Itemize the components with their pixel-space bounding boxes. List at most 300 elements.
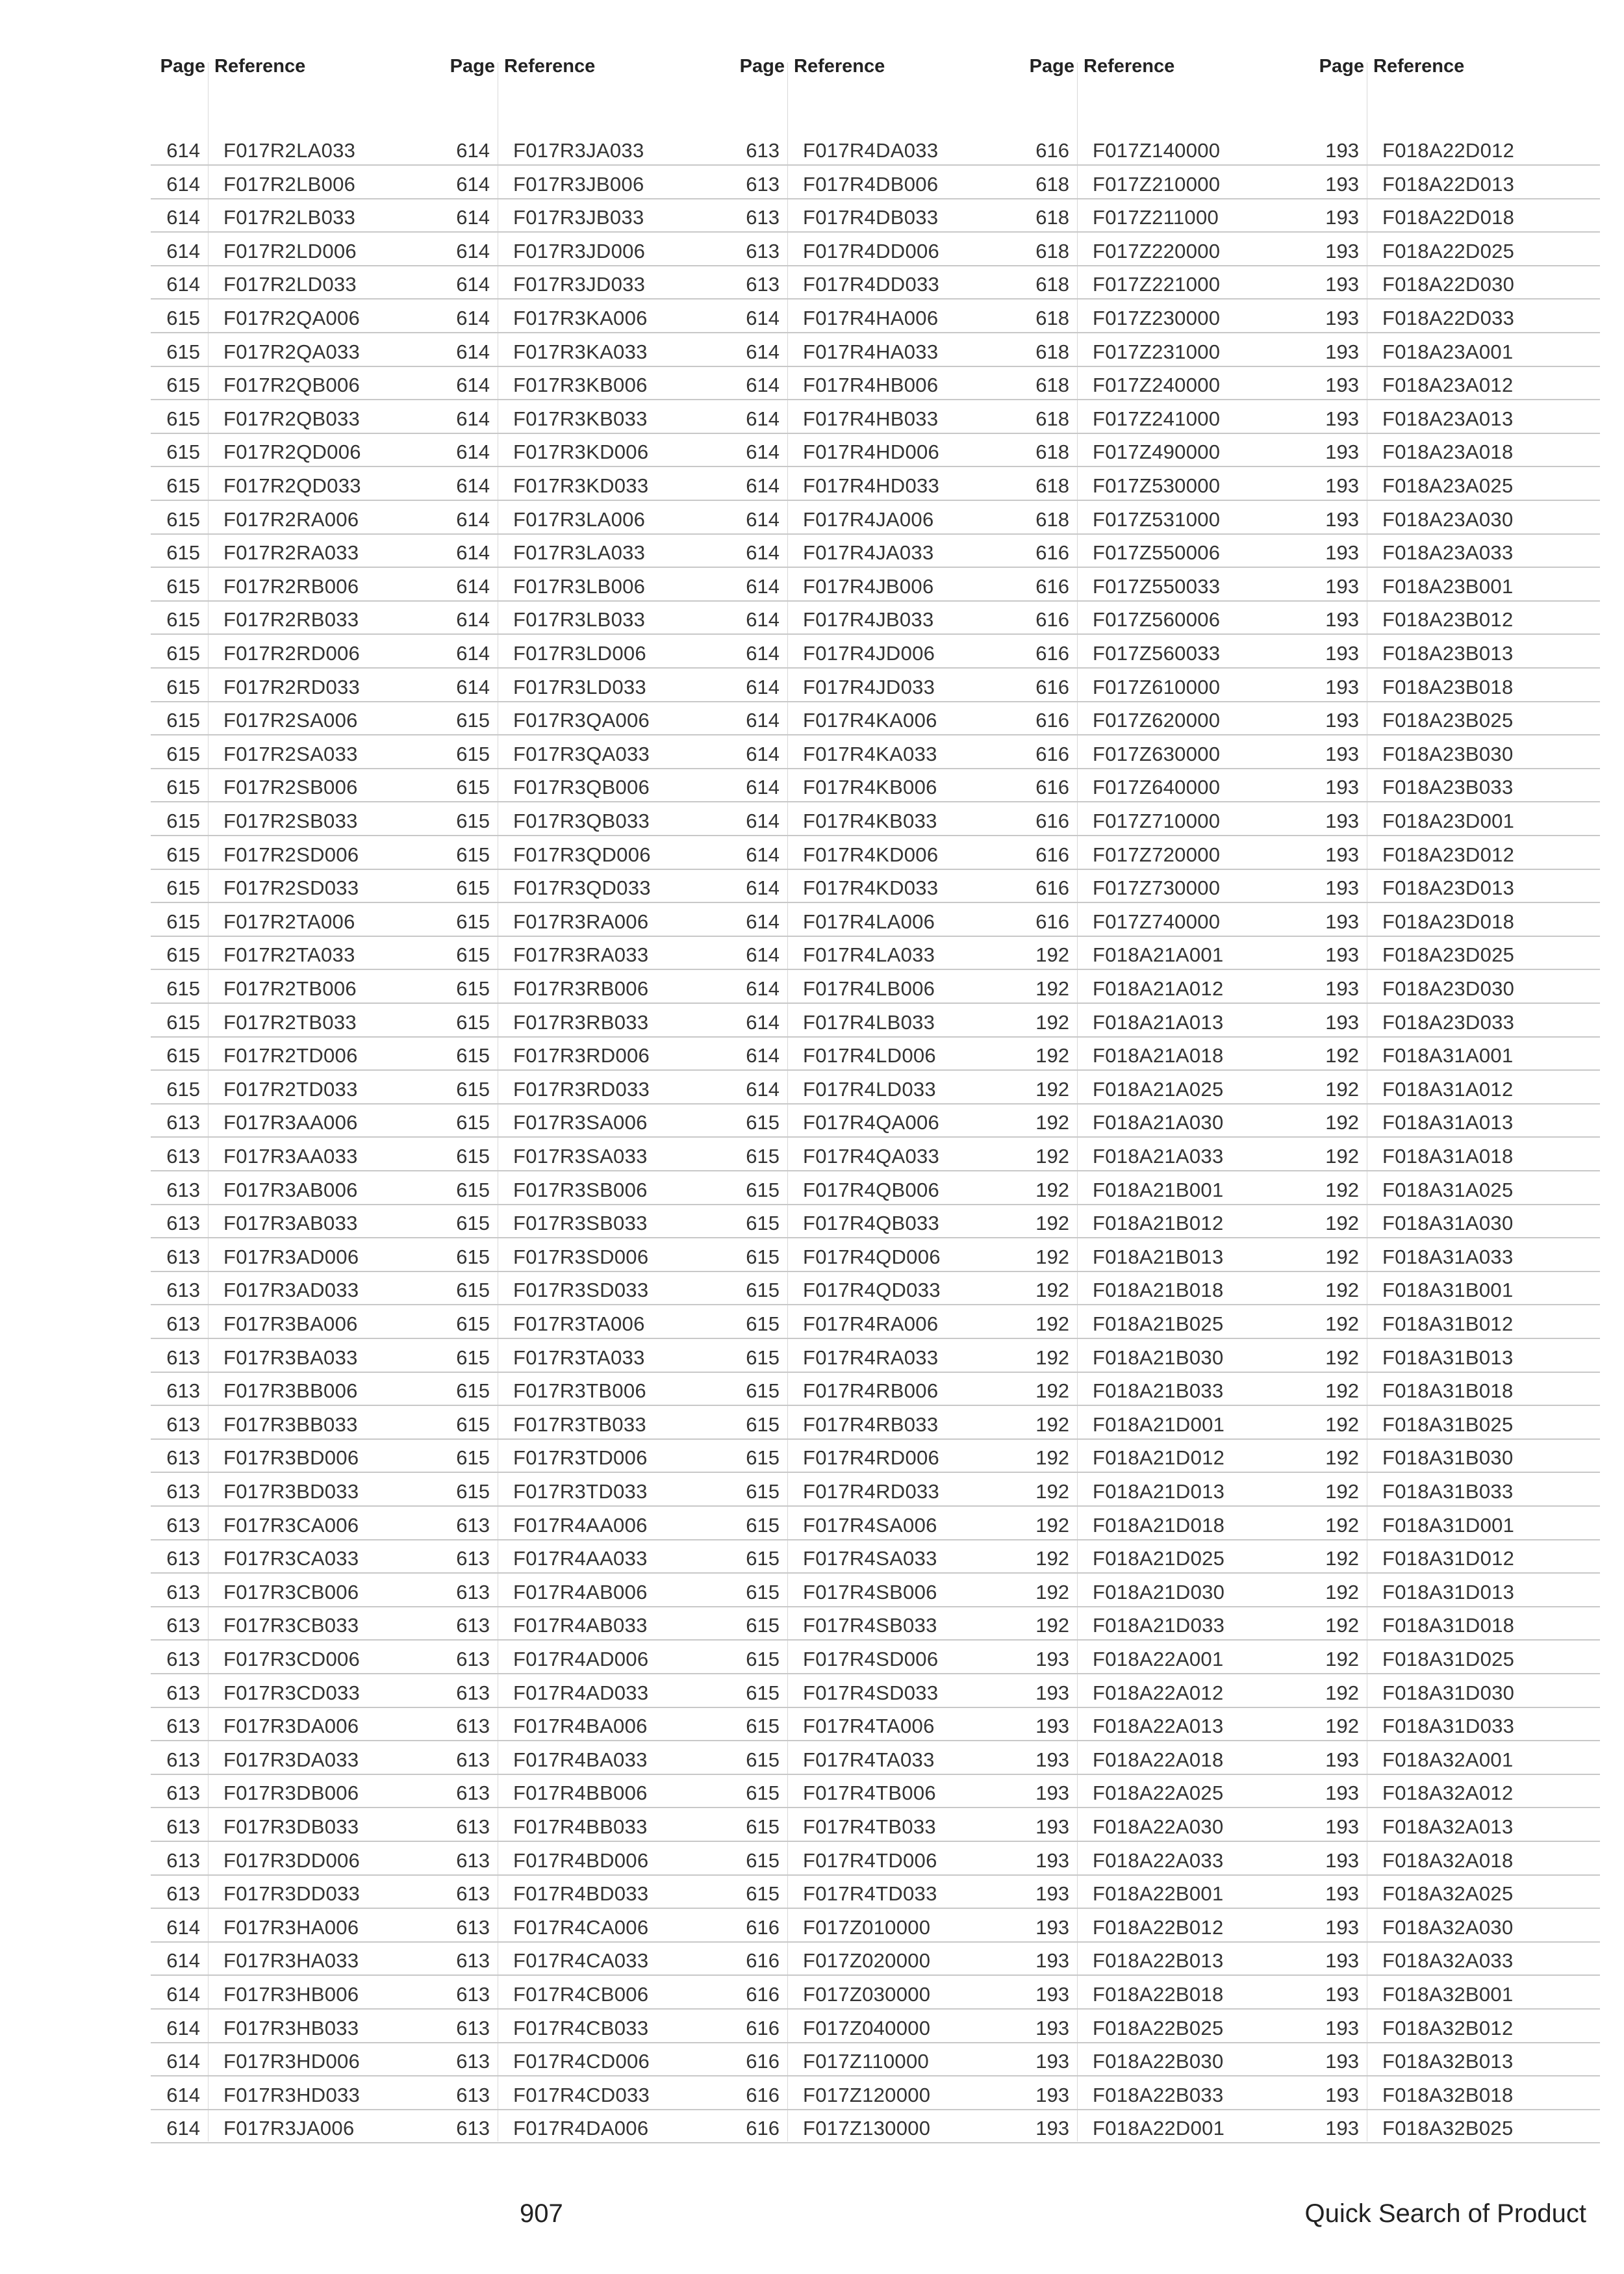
page-cell: 192: [1035, 1379, 1069, 1403]
page-cell: 614: [456, 340, 490, 363]
page-cell: 618: [1035, 273, 1069, 296]
table-row: [730, 133, 1021, 166]
page-cell: 615: [746, 1748, 780, 1771]
page-cell: 192: [1325, 1580, 1359, 1603]
reference-cell: F018A22A001: [1093, 1648, 1224, 1670]
table-row: [1310, 635, 1600, 669]
reference-cell: F018A31B030: [1382, 1446, 1514, 1470]
reference-cell: F017R4CA033: [513, 1949, 649, 1973]
page-cell: 614: [746, 407, 780, 430]
reference-cell: F017R3KD006: [513, 441, 649, 464]
table-row: [1020, 1239, 1310, 1272]
page-cell: 614: [456, 574, 490, 598]
page-cell: 615: [746, 1580, 780, 1603]
table-row: [151, 1843, 441, 1876]
reference-cell: F018A22D013: [1382, 172, 1515, 196]
page-cell: 192: [1035, 1010, 1069, 1034]
page-cell: 193: [1325, 407, 1359, 430]
reference-cell: F017R3LB006: [513, 574, 646, 598]
table-row: [440, 1675, 731, 1708]
table-row: [1020, 434, 1310, 467]
table-row: [440, 2043, 731, 2076]
page-cell: 192: [1325, 1681, 1359, 1704]
reference-cell: F017R4RB006: [803, 1379, 939, 1403]
table-row: [730, 1004, 1021, 1038]
page-cell: 613: [456, 1915, 490, 1939]
reference-cell: F017R3AB006: [223, 1178, 358, 1201]
table-row: [440, 1507, 731, 1540]
table-row: [440, 904, 731, 937]
page-cell: 616: [1035, 541, 1069, 565]
page-cell: 613: [166, 1346, 200, 1369]
page-cell: 193: [1325, 307, 1359, 329]
table-row: [1020, 2010, 1310, 2043]
table-row: [730, 2110, 1021, 2143]
page-cell: 615: [456, 810, 490, 832]
table-row: [1310, 166, 1600, 199]
table-row: [440, 1943, 731, 1976]
page-cell: 614: [456, 206, 490, 229]
reference-cell: F017R3QB006: [513, 776, 650, 799]
page-cell: 615: [746, 1245, 780, 1268]
page-cell: 193: [1325, 273, 1359, 296]
reference-cell: F017R2QD006: [223, 441, 361, 464]
reference-cell: F017R4QD006: [803, 1245, 941, 1268]
table-row: [730, 1742, 1021, 1775]
reference-cell: F018A23D033: [1382, 1010, 1515, 1034]
reference-cell: F017R2RB006: [223, 574, 359, 598]
table-row: [1310, 1038, 1600, 1071]
table-row: [730, 1976, 1021, 2010]
reference-cell: F017R4QD033: [803, 1279, 941, 1302]
table-row: [730, 233, 1021, 266]
table-row: [1020, 904, 1310, 937]
reference-cell: F018A22B012: [1093, 1915, 1224, 1939]
reference-cell: F017Z630000: [1093, 742, 1221, 765]
reference-cell: F017R4JD006: [803, 642, 935, 665]
reference-cell: F017R3LA033: [513, 541, 646, 565]
page-cell: 613: [166, 1782, 200, 1805]
page-cell: 193: [1325, 2016, 1359, 2039]
page-cell: 615: [456, 1379, 490, 1403]
reference-cell: F018A21D001: [1093, 1412, 1225, 1436]
reference-cell: F017Z490000: [1093, 441, 1221, 464]
table-row: [151, 2010, 441, 2043]
reference-cell: F017R4LA033: [803, 943, 935, 967]
reference-cell: F017R3KA006: [513, 307, 648, 329]
reference-cell: F017R4BD006: [513, 1848, 649, 1872]
page-cell: 615: [456, 1480, 490, 1503]
reference-cell: F017R4JA033: [803, 541, 934, 565]
table-row: [151, 2110, 441, 2143]
reference-cell: F017Z620000: [1093, 709, 1221, 732]
reference-cell: F017R3BD006: [223, 1446, 359, 1470]
table-row: [1310, 1607, 1600, 1641]
reference-cell: F018A23A025: [1382, 474, 1514, 497]
reference-cell: F017R3QD033: [513, 876, 651, 900]
page-cell: 192: [1035, 1212, 1069, 1235]
table-row: [440, 568, 731, 602]
table-row: [730, 1641, 1021, 1674]
reference-cell: F017R4AA033: [513, 1547, 648, 1570]
table-row: [1310, 1373, 1600, 1406]
table-row: [440, 1306, 731, 1339]
reference-cell: F017R4KB006: [803, 776, 937, 799]
reference-cell: F018A32A013: [1382, 1815, 1514, 1838]
page-cell: 192: [1035, 1480, 1069, 1503]
table-row: [440, 1574, 731, 1607]
page-cell: 615: [746, 1815, 780, 1838]
table-row: [730, 166, 1021, 199]
reference-cell: F018A32B013: [1382, 2050, 1514, 2073]
reference-cell: F017R3SD006: [513, 1245, 649, 1268]
table-row: [1310, 502, 1600, 535]
reference-cell: F017R4AD006: [513, 1648, 649, 1670]
table-row: [1310, 736, 1600, 769]
reference-cell: F017R4CD033: [513, 2083, 650, 2106]
page-cell: 615: [746, 1312, 780, 1335]
reference-cell: F018A31D012: [1382, 1547, 1515, 1570]
page-cell: 192: [1325, 1715, 1359, 1738]
page-title: Quick Search of Product: [1304, 2199, 1586, 2228]
page-cell: 615: [166, 675, 200, 698]
reference-cell: F017Z740000: [1093, 910, 1221, 933]
reference-cell: F017R3HB006: [223, 1983, 359, 2006]
table-row: [440, 769, 731, 802]
reference-cell: F018A22D025: [1382, 239, 1515, 262]
table-row: [1020, 300, 1310, 333]
reference-cell: F018A21D013: [1093, 1480, 1225, 1503]
reference-cell: F017Z230000: [1093, 307, 1221, 329]
reference-cell: F017R3HD006: [223, 2050, 361, 2073]
table-row: [1020, 1373, 1310, 1406]
page-cell: 614: [456, 642, 490, 665]
page-cell: 614: [456, 541, 490, 565]
reference-cell: F018A21B012: [1093, 1212, 1224, 1235]
reference-cell: F017R4SB006: [803, 1580, 937, 1603]
reference-cell: F017R3KD033: [513, 474, 649, 497]
page-cell: 192: [1035, 943, 1069, 967]
table-row: [1310, 1540, 1600, 1574]
page-cell: 193: [1325, 2117, 1359, 2140]
reference-cell: F018A31D025: [1382, 1648, 1515, 1670]
page-cell: 613: [166, 1848, 200, 1872]
table-row: [1310, 1574, 1600, 1607]
reference-cell: F017R3HA006: [223, 1915, 359, 1939]
page-cell: 618: [1035, 374, 1069, 397]
page-cell: 615: [166, 1077, 200, 1101]
page-cell: 614: [746, 876, 780, 900]
page-cell: 193: [1325, 474, 1359, 497]
table-row: [440, 233, 731, 266]
table-row: [151, 971, 441, 1004]
table-row: [1310, 870, 1600, 903]
reference-cell: F017R4CB006: [513, 1983, 649, 2006]
reference-cell: F017R2SA006: [223, 709, 358, 732]
table-row: [151, 1474, 441, 1507]
page-cell: 192: [1325, 1145, 1359, 1168]
page-cell: 193: [1325, 2050, 1359, 2073]
page-cell: 192: [1325, 1412, 1359, 1436]
table-row: [151, 602, 441, 635]
table-row: [1020, 1306, 1310, 1339]
table-row: [440, 669, 731, 702]
reference-cell: F017R4SD006: [803, 1648, 939, 1670]
reference-cell: F018A21B018: [1093, 1279, 1224, 1302]
table-row: [1310, 1910, 1600, 1943]
reference-cell: F017R3LB033: [513, 608, 646, 632]
reference-cell: F017Z010000: [803, 1915, 931, 1939]
table-row: [151, 803, 441, 836]
reference-column: [1020, 0, 1310, 2144]
reference-cell: F017R3TA033: [513, 1346, 645, 1369]
table-row: [151, 133, 441, 166]
table-row: [730, 1138, 1021, 1171]
table-row: [1020, 1440, 1310, 1473]
table-row: [151, 1071, 441, 1105]
table-row: [730, 1239, 1021, 1272]
reference-cell: F017R3RA033: [513, 943, 649, 967]
reference-cell: F017Z530000: [1093, 474, 1221, 497]
table-row: [440, 1540, 731, 1574]
page-cell: 615: [746, 1547, 780, 1570]
page-cell: 192: [1325, 1178, 1359, 1201]
table-row: [440, 434, 731, 467]
page-cell: 615: [746, 1882, 780, 1906]
table-row: [151, 1205, 441, 1238]
reference-cell: F017R2TB033: [223, 1010, 357, 1034]
reference-cell: F018A21A033: [1093, 1145, 1224, 1168]
table-row: [1310, 1742, 1600, 1775]
page-cell: 615: [166, 709, 200, 732]
page-cell: 618: [1035, 206, 1069, 229]
reference-cell: F017R3KB006: [513, 374, 648, 397]
reference-cell: F017Z531000: [1093, 507, 1221, 531]
reference-cell: F017R4HA006: [803, 307, 939, 329]
page-cell: 193: [1325, 1748, 1359, 1771]
page-cell: 613: [166, 1681, 200, 1704]
table-row: [1310, 2077, 1600, 2110]
page-header-label: Page: [1029, 56, 1074, 77]
table-row: [151, 1876, 441, 1909]
table-row: [1020, 1507, 1310, 1540]
reference-cell: F017R2LD033: [223, 273, 357, 296]
page-cell: 615: [456, 709, 490, 732]
table-row: [440, 1038, 731, 1071]
page-header-label: Page: [160, 56, 205, 77]
reference-cell: F017R2RD033: [223, 675, 361, 698]
page-cell: 192: [1325, 1648, 1359, 1670]
reference-cell: F018A21B025: [1093, 1312, 1224, 1335]
page-cell: 614: [166, 1983, 200, 2006]
reference-cell: F017R3LD006: [513, 642, 646, 665]
page-cell: 618: [1035, 340, 1069, 363]
page-cell: 614: [456, 139, 490, 162]
page-cell: 616: [1035, 742, 1069, 765]
table-row: [440, 1641, 731, 1674]
reference-cell: F017R2QD033: [223, 474, 361, 497]
table-row: [730, 602, 1021, 635]
page-cell: 613: [166, 1480, 200, 1503]
page-cell: 193: [1325, 1915, 1359, 1939]
page-cell: 192: [1035, 1279, 1069, 1302]
reference-cell: F018A22B033: [1093, 2083, 1224, 2106]
page-cell: 193: [1035, 1882, 1069, 1906]
table-row: [1020, 1105, 1310, 1138]
table-row: [440, 2110, 731, 2143]
page-cell: 616: [1035, 810, 1069, 832]
reference-cell: F018A31D001: [1382, 1513, 1515, 1537]
page-cell: 616: [1035, 910, 1069, 933]
reference-cell: F018A31A013: [1382, 1111, 1514, 1134]
table-row: [730, 1574, 1021, 1607]
page-cell: 615: [746, 1145, 780, 1168]
reference-cell: F018A22A033: [1093, 1848, 1224, 1872]
table-row: [151, 870, 441, 903]
page-cell: 192: [1035, 1077, 1069, 1101]
table-row: [730, 1775, 1021, 1808]
table-row: [1310, 1440, 1600, 1473]
reference-cell: F017R4QB006: [803, 1178, 940, 1201]
page-cell: 193: [1325, 1815, 1359, 1838]
page-cell: 613: [456, 1848, 490, 1872]
page-cell: 615: [166, 340, 200, 363]
reference-cell: F017R3CD033: [223, 1681, 361, 1704]
reference-cell: F018A23B001: [1382, 574, 1514, 598]
column-header: [1020, 56, 1310, 82]
page-cell: 192: [1035, 1145, 1069, 1168]
table-row: [730, 937, 1021, 970]
reference-cell: F017R4TD006: [803, 1848, 937, 1872]
table-row: [440, 702, 731, 735]
table-row: [440, 535, 731, 568]
table-row: [730, 1675, 1021, 1708]
table-row: [440, 1071, 731, 1105]
table-row: [1310, 233, 1600, 266]
table-row: [151, 1306, 441, 1339]
reference-cell: F018A32B001: [1382, 1983, 1514, 2006]
page-cell: 192: [1035, 1312, 1069, 1335]
reference-cell: F018A22A025: [1093, 1782, 1224, 1805]
reference-cell: F017Z040000: [803, 2016, 931, 2039]
reference-cell: F017R4DA006: [513, 2117, 649, 2140]
page-cell: 193: [1325, 1782, 1359, 1805]
reference-cell: F018A22D030: [1382, 273, 1515, 296]
table-row: [151, 1239, 441, 1272]
table-row: [730, 334, 1021, 367]
reference-cell: F017R4SD033: [803, 1681, 939, 1704]
page-cell: 615: [746, 1111, 780, 1134]
reference-cell: F017R2TB006: [223, 977, 357, 1000]
page-cell: 614: [746, 675, 780, 698]
table-row: [1020, 266, 1310, 300]
reference-cell: F017R3TD033: [513, 1480, 648, 1503]
table-row: [440, 266, 731, 300]
page-cell: 615: [456, 1346, 490, 1369]
page-cell: 193: [1325, 977, 1359, 1000]
reference-cell: F017Z030000: [803, 1983, 931, 2006]
page-cell: 613: [456, 2083, 490, 2106]
table-row: [730, 1407, 1021, 1440]
table-row: [730, 1373, 1021, 1406]
page-cell: 613: [166, 1279, 200, 1302]
page-cell: 613: [456, 1748, 490, 1771]
reference-cell: F017R4SB033: [803, 1614, 937, 1637]
page-cell: 614: [746, 608, 780, 632]
reference-cell: F018A32A018: [1382, 1848, 1514, 1872]
reference-cell: F017R3BD033: [223, 1480, 359, 1503]
table-row: [151, 166, 441, 199]
reference-cell: F017Z231000: [1093, 340, 1221, 363]
page-cell: 615: [746, 1379, 780, 1403]
page-cell: 614: [456, 507, 490, 531]
page-cell: 615: [746, 1212, 780, 1235]
reference-cell: F018A23D012: [1382, 843, 1515, 866]
page-cell: 615: [456, 1446, 490, 1470]
reference-cell: F017Z130000: [803, 2117, 931, 2140]
table-row: [730, 1843, 1021, 1876]
reference-header-label: Reference: [214, 56, 306, 77]
reference-cell: F017R2LB006: [223, 172, 356, 196]
reference-cell: F018A22A030: [1093, 1815, 1224, 1838]
page-cell: 614: [166, 172, 200, 196]
table-row: [730, 1071, 1021, 1105]
reference-cell: F017R4KB033: [803, 810, 937, 832]
reference-cell: F017R4HB033: [803, 407, 939, 430]
reference-cell: F017R4RA033: [803, 1346, 939, 1369]
table-row: [151, 769, 441, 802]
table-row: [1020, 2077, 1310, 2110]
table-row: [1020, 1809, 1310, 1842]
page-cell: 615: [746, 1614, 780, 1637]
table-row: [730, 1809, 1021, 1842]
column-header: [730, 56, 1021, 82]
page-header-label: Page: [739, 56, 785, 77]
reference-cell: F017R3SB033: [513, 1212, 648, 1235]
table-row: [730, 401, 1021, 434]
reference-cell: F017R3DB033: [223, 1815, 359, 1838]
reference-cell: F017R2RA006: [223, 507, 359, 531]
table-row: [440, 2077, 731, 2110]
reference-column: [1310, 0, 1600, 2144]
page-cell: 615: [746, 1513, 780, 1537]
page-cell: 613: [456, 2050, 490, 2073]
reference-cell: F018A22D001: [1093, 2117, 1225, 2140]
page-cell: 615: [456, 1178, 490, 1201]
table-row: [151, 837, 441, 870]
table-row: [730, 1540, 1021, 1574]
page-cell: 615: [746, 1178, 780, 1201]
reference-cell: F017R3CA006: [223, 1513, 359, 1537]
page-cell: 193: [1325, 1010, 1359, 1034]
reference-cell: F017R4SA006: [803, 1513, 937, 1537]
page-cell: 615: [746, 1681, 780, 1704]
page-cell: 192: [1325, 1446, 1359, 1470]
page-cell: 193: [1035, 1715, 1069, 1738]
reference-cell: F017R4HD033: [803, 474, 940, 497]
reference-cell: F017R4RB033: [803, 1412, 939, 1436]
table-row: [730, 468, 1021, 501]
page-cell: 615: [166, 776, 200, 799]
page-cell: 193: [1035, 1748, 1069, 1771]
table-row: [730, 635, 1021, 669]
page-cell: 193: [1325, 742, 1359, 765]
table-row: [1020, 1205, 1310, 1238]
table-row: [440, 1843, 731, 1876]
reference-cell: F017R3BA033: [223, 1346, 358, 1369]
page-cell: 613: [166, 1245, 200, 1268]
table-row: [730, 1172, 1021, 1205]
